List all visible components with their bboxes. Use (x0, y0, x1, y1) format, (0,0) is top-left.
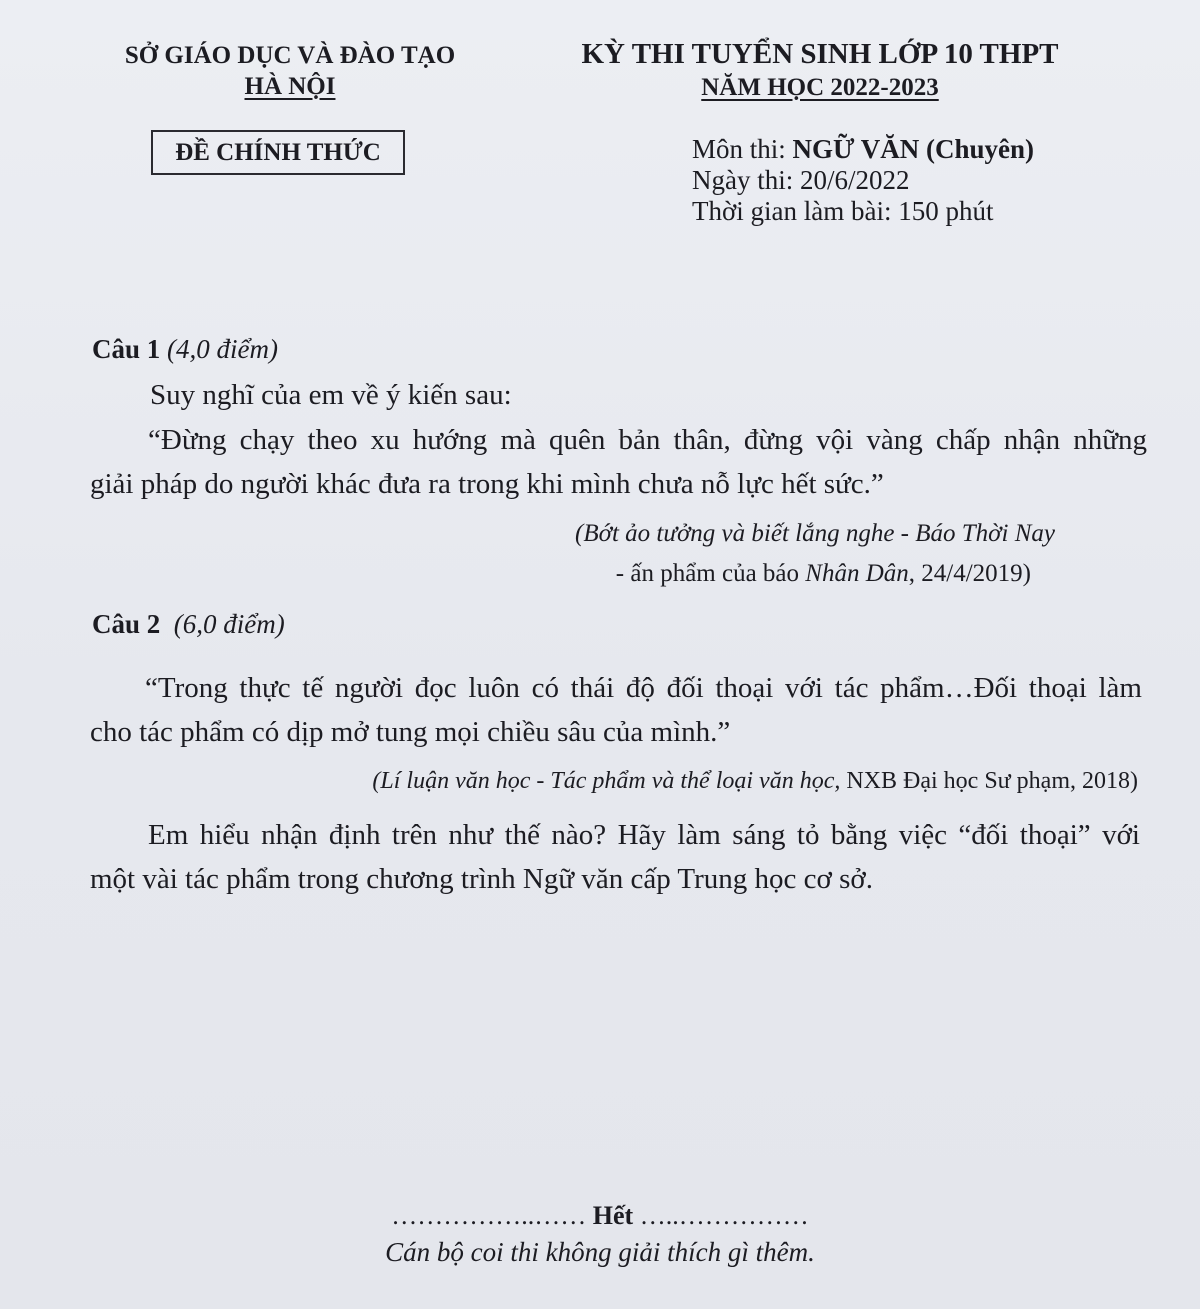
end-label: Hết (592, 1201, 634, 1230)
question-2-task-line-2: một vài tác phẩm trong chương trình Ngữ văn cấp Trung học cơ sở. (90, 863, 873, 895)
question-1-heading (92, 331, 278, 367)
question-2-task-line-1: Em hiểu nhận định trên như thế nào? Hãy làm sáng tỏ bằng việc “đối thoại” với (148, 819, 1140, 851)
question-1-source (500, 514, 1055, 594)
question-2-quote (90, 666, 1142, 754)
proctor-note: Cán bộ coi thi không giải thích gì thêm. (385, 1237, 815, 1267)
school-year: NĂM HỌC 2022-2023 (701, 74, 939, 101)
question-2-points: (6,0 điểm) (173, 609, 285, 639)
question-1-source-line-2: - ấn phẩm của báo Nhân Dân, 24/4/2019) (615, 560, 1031, 587)
city-name: HÀ NỘI (244, 73, 336, 100)
question-1-points: (4,0 điểm) (167, 334, 278, 364)
question-1-title: Câu 1 (92, 334, 161, 364)
exam-info (692, 134, 1034, 227)
exam-duration: Thời gian làm bài: 150 phút (692, 196, 994, 226)
exam-title-block (560, 38, 1080, 104)
question-2-quote-line-2: cho tác phẩm có dịp mở tung mọi chiều sâu của mình.” (90, 716, 731, 748)
department-name: SỞ GIÁO DỤC VÀ ĐÀO TẠO (124, 42, 456, 69)
question-1-source-line-1: (Bớt ảo tưởng và biết lắng nghe - Báo Thời Nay (575, 520, 1055, 547)
official-exam-label: ĐỀ CHÍNH THỨC (151, 130, 405, 175)
question-1-prompt: Suy nghĩ của em về ý kiến sau: (150, 379, 512, 411)
question-2-title: Câu 2 (92, 609, 161, 639)
exam-title: KỲ THI TUYỂN SINH LỚP 10 THPT (581, 38, 1059, 70)
department-block (100, 40, 480, 102)
question-2-heading (92, 606, 285, 642)
exam-date: Ngày thi: 20/6/2022 (692, 165, 910, 195)
question-2-source: (Lí luận văn học - Tác phẩm và thể loại văn học, NXB Đại học Sư phạm, 2018) (372, 768, 1138, 794)
subject-label: Môn thi: (692, 134, 786, 164)
question-2-task (90, 813, 1140, 901)
question-1-quote-line-1: “Đừng chạy theo xu hướng mà quên bản thân, đừng vội vàng chấp nhận những (148, 424, 1147, 456)
question-2-quote-line-1: “Trong thực tế người đọc luôn có thái độ đối thoại với tác phẩm…Đối thoại làm (145, 672, 1142, 704)
end-marker: ……………..…… Hết …..…………… (391, 1201, 809, 1230)
question-1-quote (90, 418, 1147, 506)
question-1-quote-line-2: giải pháp do người khác đưa ra trong khi mình chưa nỗ lực hết sức.” (90, 468, 884, 500)
subject-value: NGỮ VĂN (Chuyên) (792, 134, 1035, 164)
